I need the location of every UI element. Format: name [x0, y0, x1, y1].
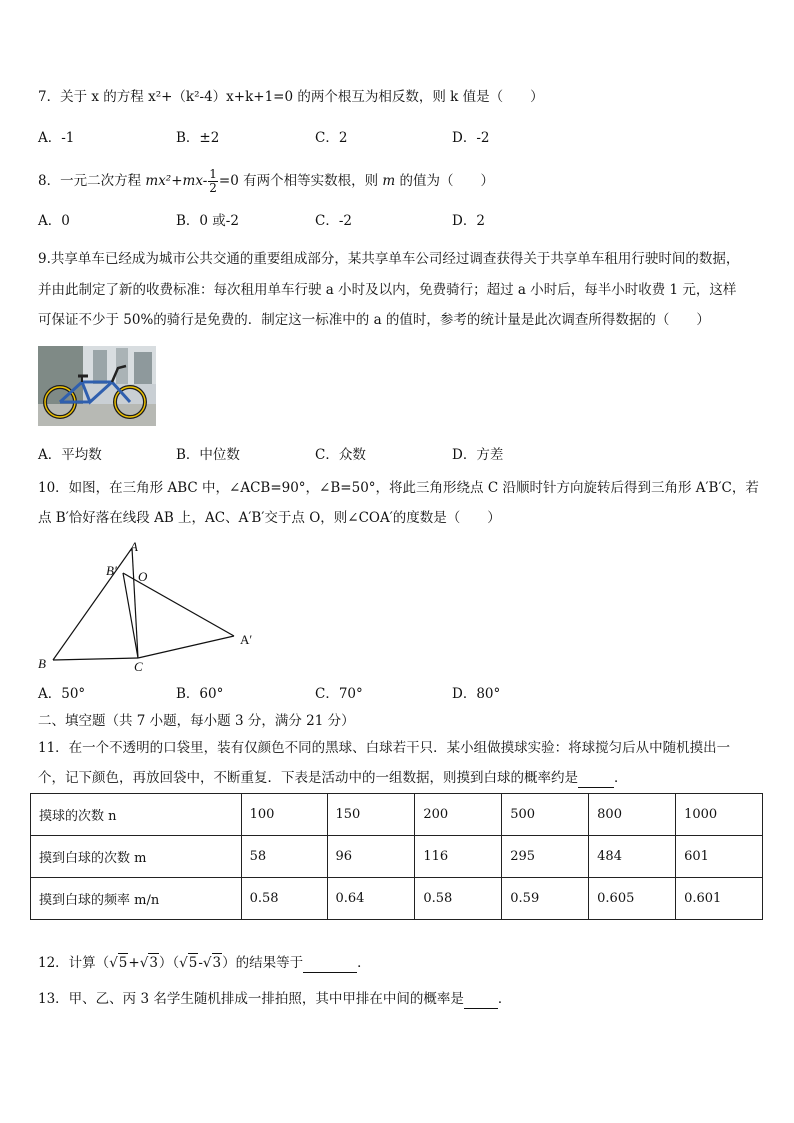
table-cell: 0.58 [241, 878, 327, 920]
table-cell: 200 [415, 794, 502, 836]
q12-sqrt-3: √5 [179, 955, 198, 971]
q8-option-b: B．0 或-2 [176, 213, 239, 229]
question-10-line-1: 10．如图，在三角形 ABC 中，∠ACB=90°，∠B=50°，将此三角形绕点 C 沿顺时针方向旋转后得到三角形 A′B′C，若 [38, 480, 759, 496]
table-row-header: 摸到白球的频率 m/n [31, 878, 242, 920]
table-row-header: 摸球的次数 n [31, 794, 242, 836]
table-cell: 0.59 [502, 878, 589, 920]
q9-option-a: A．平均数 [38, 447, 102, 463]
table-cell: 500 [502, 794, 589, 836]
table-cell: 800 [589, 794, 676, 836]
q7-option-c: C．2 [315, 130, 348, 146]
q8-part3: 的值为（ ） [395, 173, 495, 189]
q11-line-2-text: 个，记下颜色，再放回袋中，不断重复．下表是活动中的一组数据，则摸到白球的概率约是 [38, 770, 578, 786]
q12-sqrt-1: √5 [109, 955, 128, 971]
q8-part2: =0 有两个相等实数根，则 [218, 173, 383, 189]
figure-label-b: B [38, 656, 46, 671]
q12-answer-blank [303, 954, 357, 973]
q11-answer-blank [578, 769, 614, 788]
q8-expression: mx²+mx- [145, 173, 208, 189]
q10-option-c: C．70° [315, 686, 363, 702]
question-9-line-1: 9.共享单车已经成为城市公共交通的重要组成部分，某共享单车公司经过调查获得关于共享单车租用行驶时间的数据， [38, 251, 740, 267]
figure-label-a: A [130, 539, 138, 554]
table-cell: 601 [676, 836, 763, 878]
triangle-figure [34, 538, 264, 674]
q12-part2: ）的结果等于 [222, 955, 304, 971]
section-2-heading: 二、填空题（共 7 小题，每小题 3 分，满分 21 分） [38, 713, 355, 729]
table-row-header: 摸到白球的次数 m [31, 836, 242, 878]
table-row [31, 836, 763, 878]
table-cell: 100 [241, 794, 327, 836]
q12-mid: ）（ [158, 955, 180, 971]
q12-minus: - [198, 955, 203, 971]
q8-fraction [208, 168, 218, 195]
figure-label-a-prime: A′ [240, 632, 253, 647]
q8-part1: 8．一元二次方程 [38, 173, 146, 189]
q7-option-a: A．-1 [38, 130, 75, 146]
q12-plus: + [128, 955, 140, 971]
table-cell: 96 [327, 836, 415, 878]
question-11-line-1: 11．在一个不透明的口袋里，装有仅颜色不同的黑球、白球若干只．某小组做摸球实验：将球搅匀后从中随机摸出一 [38, 740, 731, 756]
q8-option-c: C．-2 [315, 213, 352, 229]
question-11-line-2 [38, 769, 628, 788]
question-7-stem: 7．关于 x 的方程 x²+（k²-4）x+k+1=0 的两个根互为相反数，则 k 值是（ ） [38, 89, 544, 105]
q7-option-b: B．±2 [176, 130, 220, 146]
table-cell: 0.601 [676, 878, 763, 920]
q8-var: m [382, 173, 396, 189]
table-cell: 295 [502, 836, 589, 878]
q8-option-a: A．0 [38, 213, 70, 229]
q13-text: 13．甲、乙、丙 3 名学生随机排成一排拍照，其中甲排在中间的概率是 [38, 991, 464, 1007]
q9-option-d: D．方差 [452, 447, 504, 463]
table-row [31, 794, 763, 836]
ball-experiment-table [30, 793, 763, 920]
question-9-line-2: 并由此制定了新的收费标准：每次租用单车行驶 a 小时及以内，免费骑行；超过 a 小时后，每半小时收费 1 元，这样 [38, 282, 737, 298]
q10-option-d: D．80° [452, 686, 501, 702]
question-8-stem [38, 168, 494, 195]
q12-part1: 12．计算（ [38, 955, 110, 971]
q11-line-2-end: ． [614, 770, 628, 786]
q8-frac-den: 2 [209, 181, 217, 195]
table-cell: 484 [589, 836, 676, 878]
table-cell: 116 [415, 836, 502, 878]
table-cell: 150 [327, 794, 415, 836]
q8-frac-num: 1 [209, 167, 217, 181]
q7-option-d: D．-2 [452, 130, 490, 146]
q13-end: ． [497, 991, 512, 1007]
q10-option-b: B．60° [176, 686, 224, 702]
figure-label-c: C [134, 659, 143, 674]
shared-bike-photo [38, 346, 156, 426]
q12-end: ． [357, 955, 371, 971]
question-9-line-3: 可保证不少于 50%的骑行是免费的．制定这一标准中的 a 的值时，参考的统计量是此次调查所得数据的（ ） [38, 312, 710, 328]
table-cell: 1000 [676, 794, 763, 836]
table-cell: 58 [241, 836, 327, 878]
q10-option-a: A．50° [38, 686, 86, 702]
q9-option-c: C．众数 [315, 447, 366, 463]
question-12-stem [38, 953, 371, 973]
q13-answer-blank [464, 990, 498, 1009]
table-cell: 0.64 [327, 878, 415, 920]
question-10-line-2: 点 B′恰好落在线段 AB 上，AC、A′B′交于点 O，则∠COA′的度数是（ ） [38, 510, 501, 526]
figure-label-o: O [138, 569, 148, 584]
question-13-stem [38, 990, 511, 1009]
table-row [31, 878, 763, 920]
q12-sqrt-2: √3 [139, 955, 158, 971]
q12-sqrt-4: √3 [202, 955, 222, 971]
table-cell: 0.58 [415, 878, 502, 920]
figure-label-b-prime: B′ [106, 563, 117, 578]
table-cell: 0.605 [589, 878, 676, 920]
q8-option-d: D．2 [452, 213, 485, 229]
q9-option-b: B．中位数 [176, 447, 240, 463]
